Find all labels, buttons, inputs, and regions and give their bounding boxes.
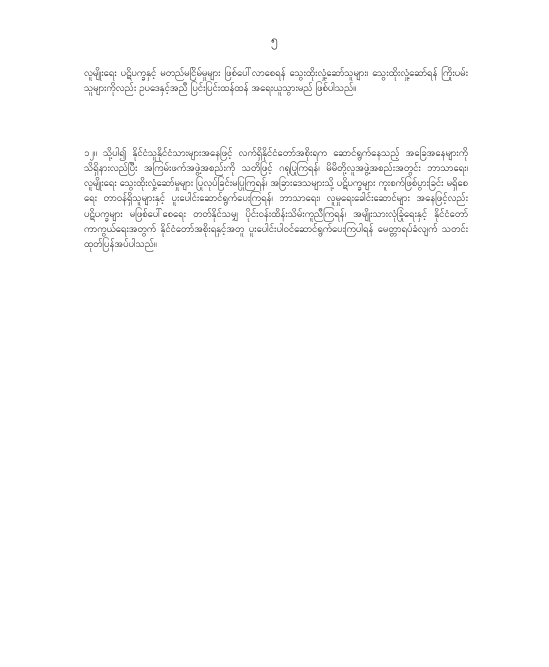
paragraph-2: ၁၂။ သို့ပါ၍ နိုင်ငံသူနိုင်ငံသားများအနေဖြင့် လက်ရှိနိုင်ငံတော်အစိုးရက ဆောင်ရွက်နေသည့် အခြေအနေများကို သိရှိနားလည်ပြီး အကြမ်းဖက်အဖွဲ့အစည်းကို သတိဖြင့် ဂရုပြုကြရန်၊ မိမိတို့လူအဖွဲ့အစည်းအတွင်း ဘာသာရေး၊ လူမျိုးရေး သွေးထိုးလှုံ့ဆော်မှုများ ပြုလုပ်ခြင်းမပြုကြရန်၊ အခြားဒေသများသို့ ပဋိပက္ခများ ကူးစက်ဖြစ်ပွားခြင်း မရှိစေရေး တာဝန်ရှိသူများနှင့် ပူးပေါင်းဆောင်ရွက်ပေးကြရန်၊ ဘာသာရေး၊ လူမှုရေးခေါင်းဆောင်များ အနေဖြင့်လည်း ပဋိပက္ခများ မဖြစ်ပေါ်စေရေး တတ်နိုင်သမျှ ပိုင်းဝန်းထိန်းသိမ်းကူညီကြရန်၊ အမျိုးသားလုံခြုံရေးနှင့် နိုင်ငံတော်ကာကွယ်ရေးအတွက် နိုင်ငံတော်အစိုးရနှင့်အတူ ပူးပေါင်းပါဝင်ဆောင်ရွက်ပေးကြပါရန် မေတ္တာရပ်ခံလျက် သတင်းထုတ်ပြန်အပ်ပါသည်။ bbox=[84, 147, 468, 251]
paragraph-1: လူမျိုးရေး ပဋိပက္ခနှင့် မတည်မငြိမ်မှုများ ဖြစ်ပေါ်လာစေရန် သွေးထိုးလှုံ့ဆော်သူများ၊ သွေးထိုးလှုံ့ဆော်ရန် ကြိုးပမ်းသူများကိုလည်း ဥပဒေနှင့်အညီ ပြင်းပြင်းထန်ထန် အရေးယူသွားမည် ဖြစ်ပါသည်။ bbox=[84, 67, 468, 94]
page-number: ၅ bbox=[271, 33, 278, 47]
